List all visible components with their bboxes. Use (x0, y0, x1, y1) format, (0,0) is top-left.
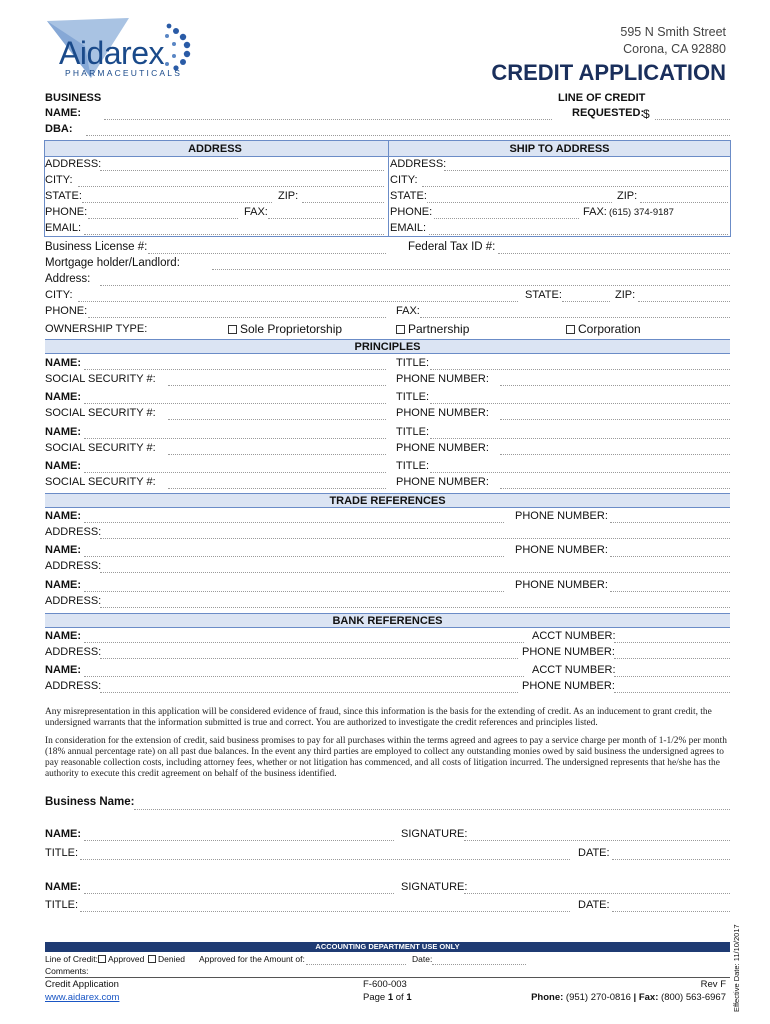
ship-email-label: EMAIL: (390, 222, 427, 234)
ownership-label: OWNERSHIP TYPE: (45, 323, 148, 335)
page-current: 1 (387, 992, 394, 1003)
signatory-name-field[interactable] (84, 893, 394, 894)
ship-phone-label: PHONE: (390, 206, 433, 218)
federal-tax-label: Federal Tax ID #: (408, 241, 496, 253)
sole-checkbox[interactable] (228, 325, 237, 334)
ownership-partnership-option[interactable] (396, 323, 469, 335)
mortgage-zip-field[interactable] (638, 301, 730, 302)
trade-phone-field[interactable] (610, 591, 730, 592)
principle-title-field[interactable] (430, 369, 730, 370)
trade-address-label: ADDRESS: (45, 595, 102, 607)
trade-phone-field[interactable] (610, 556, 730, 557)
footer-phone-label: Phone: (531, 992, 564, 1003)
bank-phone-label: PHONE NUMBER: (522, 680, 615, 692)
business-name-field[interactable] (104, 119, 552, 120)
fax-label: FAX: (244, 206, 268, 218)
ship-fax-value[interactable]: (615) 374-9187 (609, 207, 674, 218)
footer-phone-value: (951) 270-0816 (565, 992, 631, 1003)
signatory-date-field[interactable] (612, 859, 730, 860)
ship-email-field[interactable] (429, 234, 728, 235)
signatory-title-field[interactable] (80, 911, 570, 912)
email-label: EMAIL: (45, 222, 82, 234)
principle-phone-field[interactable] (500, 454, 730, 455)
logo-name: Aidarex (59, 35, 164, 71)
mortgage-address-field[interactable] (100, 285, 730, 286)
mortgage-phone-label: PHONE: (45, 305, 88, 317)
comments-label: Comments: (45, 966, 89, 976)
trade-phone-label: PHONE NUMBER: (515, 579, 608, 591)
footer-divider (45, 977, 730, 978)
footer-page-number (363, 993, 412, 1003)
denied-option[interactable] (148, 955, 185, 964)
address-box-right (730, 140, 731, 237)
signatory-name-label: NAME: (45, 881, 82, 893)
principle-phone-field[interactable] (500, 385, 730, 386)
ship-state-field[interactable] (427, 202, 612, 203)
sole-label: Sole Proprietorship (240, 322, 343, 336)
ship-address-field[interactable] (444, 170, 728, 171)
principle-phone-field[interactable] (500, 488, 730, 489)
signatory-name-label: NAME: (45, 828, 82, 840)
footer-fax-value: (800) 563-6967 (661, 992, 726, 1003)
dba-label: DBA: (45, 123, 73, 135)
bank-title: BANK REFERENCES (332, 615, 443, 627)
signatory-title-label: TITLE: (45, 847, 79, 859)
business-name-sign-field[interactable] (134, 809, 730, 810)
bank-address-field[interactable] (100, 692, 518, 693)
mortgage-fax-label: FAX: (396, 305, 420, 317)
bank-acct-field[interactable] (614, 642, 730, 643)
bank-name-field[interactable] (84, 642, 524, 643)
mortgage-fax-field[interactable] (420, 317, 730, 318)
principle-name-label: NAME: (45, 391, 82, 403)
city-label: CITY: (45, 174, 73, 186)
principle-title-label: TITLE: (396, 357, 430, 369)
signatory-title-label: TITLE: (45, 899, 79, 911)
denied-label: Denied (158, 954, 185, 964)
signature-field[interactable] (464, 840, 730, 841)
approved-amount-field[interactable] (306, 964, 406, 965)
principle-title-label: TITLE: (396, 460, 430, 472)
principle-name-label: NAME: (45, 426, 82, 438)
signatory-name-field[interactable] (84, 840, 394, 841)
trade-name-field[interactable] (84, 522, 504, 523)
bank-address-label: ADDRESS: (45, 646, 102, 658)
line-of-credit-label: LINE OF CREDIT (558, 92, 646, 104)
approved-label: Approved (108, 954, 145, 964)
bank-acct-field[interactable] (614, 676, 730, 677)
address-section-title: ADDRESS (188, 143, 242, 155)
trade-phone-label: PHONE NUMBER: (515, 544, 608, 556)
line-of-credit-label: Line of Credit: (45, 954, 98, 964)
footer-revision: Rev F (700, 979, 726, 990)
principle-name-field[interactable] (84, 403, 386, 404)
principle-phone-field[interactable] (500, 419, 730, 420)
bank-acct-label: ACCT NUMBER: (532, 630, 616, 642)
terms-paragraph-1: Any misrepresentation in this application will be considered evidence of fraud, since this information is the basis for the extending of credit. As an inducement to grant credit, the undersigned warrants that the information submitted is true and correct. You are authorized to investigate the credit references and principles listed. (45, 707, 712, 728)
mortgage-city-label: CITY: (45, 289, 73, 301)
ship-city-label: CITY: (390, 174, 418, 186)
trade-title: TRADE REFERENCES (329, 495, 446, 507)
ownership-corporation-option[interactable] (566, 323, 641, 335)
trade-address-field[interactable] (100, 538, 730, 539)
principle-title-field[interactable] (430, 472, 730, 473)
credit-amount-field[interactable] (655, 119, 730, 120)
bank-name-field[interactable] (84, 676, 524, 677)
principle-title-label: TITLE: (396, 426, 430, 438)
bank-acct-label: ACCT NUMBER: (532, 664, 616, 676)
principles-title: PRINCIPLES (354, 341, 421, 353)
signatory-date-field[interactable] (612, 911, 730, 912)
business-label: BUSINESS (45, 92, 102, 104)
signature-field[interactable] (464, 893, 730, 894)
principle-phone-label: PHONE NUMBER: (396, 442, 489, 454)
state-field[interactable] (82, 202, 272, 203)
logo-subtitle: PHARMACEUTICALS (65, 68, 183, 78)
signatory-title-field[interactable] (80, 859, 570, 860)
footer-website-link[interactable]: www.aidarex.com (45, 992, 120, 1003)
email-field[interactable] (84, 234, 384, 235)
signatory-date-label: DATE: (578, 847, 610, 859)
bank-name-label: NAME: (45, 630, 82, 642)
trade-name-label: NAME: (45, 579, 82, 591)
effective-date: Effective Date: 11/10/2017 (732, 924, 741, 1012)
mortgage-zip-label: ZIP: (615, 289, 636, 301)
mortgage-label: Mortgage holder/Landlord: (45, 257, 180, 269)
partnership-label: Partnership (408, 322, 470, 336)
credit-requested-label: REQUESTED: (572, 107, 645, 119)
mortgage-address-label: Address: (45, 273, 91, 285)
principle-ssn-label: SOCIAL SECURITY #: (45, 407, 156, 419)
footer-contact (531, 993, 726, 1003)
principle-ssn-field[interactable] (168, 488, 386, 489)
trade-address-label: ADDRESS: (45, 560, 102, 572)
principle-ssn-field[interactable] (168, 385, 386, 386)
federal-tax-field[interactable] (498, 253, 730, 254)
principle-phone-label: PHONE NUMBER: (396, 476, 489, 488)
principle-name-field[interactable] (84, 472, 386, 473)
mortgage-state-field[interactable] (562, 301, 610, 302)
principle-ssn-field[interactable] (168, 454, 386, 455)
company-address-line2: Corona, CA 92880 (623, 42, 726, 56)
accounting-date-field[interactable] (432, 964, 526, 965)
principle-ssn-label: SOCIAL SECURITY #: (45, 442, 156, 454)
signatory-date-label: DATE: (578, 899, 610, 911)
business-name-sign-label: Business Name: (45, 796, 135, 808)
ship-city-field[interactable] (422, 186, 728, 187)
principle-name-field[interactable] (84, 438, 386, 439)
trade-name-field[interactable] (84, 591, 504, 592)
principle-title-label: TITLE: (396, 391, 430, 403)
phone-field[interactable] (88, 218, 238, 219)
signature-label: SIGNATURE: (401, 881, 468, 893)
principle-title-field[interactable] (430, 403, 730, 404)
address-field[interactable] (100, 170, 384, 171)
ownership-sole-option[interactable] (228, 323, 342, 335)
state-label: STATE: (45, 190, 82, 202)
address-label: ADDRESS: (45, 158, 102, 170)
currency-symbol: $ (643, 107, 650, 121)
trade-address-label: ADDRESS: (45, 526, 102, 538)
principle-name-label: NAME: (45, 460, 82, 472)
business-license-label: Business License #: (45, 241, 148, 253)
footer-fax-label: Fax: (638, 992, 659, 1003)
footer-form-number: F-600-003 (363, 979, 407, 990)
address-divider (388, 140, 389, 237)
principle-phone-label: PHONE NUMBER: (396, 407, 489, 419)
bank-address-field[interactable] (100, 658, 518, 659)
page-prefix: Page (363, 992, 386, 1003)
zip-label: ZIP: (278, 190, 299, 202)
ship-phone-field[interactable] (434, 218, 579, 219)
footer-doc-name: Credit Application (45, 979, 119, 990)
mortgage-field[interactable] (212, 269, 730, 270)
approved-option[interactable] (98, 955, 144, 964)
principle-ssn-label: SOCIAL SECURITY #: (45, 373, 156, 385)
principle-title-field[interactable] (430, 438, 730, 439)
approved-checkbox[interactable] (98, 955, 106, 963)
dba-field[interactable] (86, 135, 730, 136)
ship-zip-field[interactable] (640, 202, 728, 203)
corporation-label: Corporation (578, 322, 641, 336)
mortgage-city-field[interactable] (78, 301, 518, 302)
trade-name-label: NAME: (45, 510, 82, 522)
bank-phone-field[interactable] (614, 658, 730, 659)
bank-address-label: ADDRESS: (45, 680, 102, 692)
principle-ssn-field[interactable] (168, 419, 386, 420)
city-field[interactable] (78, 186, 384, 187)
page-total: 1 (406, 992, 412, 1003)
ship-section-title: SHIP TO ADDRESS (509, 143, 610, 155)
company-address-line1: 595 N Smith Street (620, 25, 726, 39)
terms-paragraph-2: In consideration for the extension of credit, said business promises to pay for all purchases within the terms agreed and agrees to pay a service charge per month of 1-1/2% per month (18% annual percentage rate) on all past due balances. In the event any third parties are employed to collect any outstanding monies owed by said business the undersigned agrees to pay reasonable collection costs, including attorney fees, whether or not litigation has commenced, and all costs of litigation incurred. The undersigned represents that he/she has the authority to execute this credit agreement on behalf of the business identified. (45, 736, 727, 779)
address-box-bottom (44, 236, 731, 237)
ship-address-label: ADDRESS: (390, 158, 447, 170)
approved-amount-label: Approved for the Amount of: (199, 954, 305, 964)
partnership-checkbox[interactable] (396, 325, 405, 334)
ship-zip-label: ZIP: (617, 190, 638, 202)
company-logo (45, 18, 195, 84)
bank-name-label: NAME: (45, 664, 82, 676)
principle-ssn-label: SOCIAL SECURITY #: (45, 476, 156, 488)
denied-checkbox[interactable] (148, 955, 156, 963)
ship-state-label: STATE: (390, 190, 427, 202)
trade-name-field[interactable] (84, 556, 504, 557)
phone-label: PHONE: (45, 206, 88, 218)
trade-name-label: NAME: (45, 544, 82, 556)
page-of: of (395, 992, 404, 1003)
business-name-label: NAME: (45, 107, 82, 119)
principle-name-field[interactable] (84, 369, 386, 370)
bank-phone-field[interactable] (614, 692, 730, 693)
business-license-field[interactable] (148, 253, 386, 254)
mortgage-state-label: STATE: (525, 289, 562, 301)
trade-phone-field[interactable] (610, 522, 730, 523)
principle-name-label: NAME: (45, 357, 82, 369)
corporation-checkbox[interactable] (566, 325, 575, 334)
trade-address-field[interactable] (100, 607, 730, 608)
fax-field[interactable] (268, 218, 384, 219)
form-title: CREDIT APPLICATION (491, 60, 726, 85)
ship-fax-label: FAX: (583, 206, 607, 218)
trade-phone-label: PHONE NUMBER: (515, 510, 608, 522)
zip-field[interactable] (302, 202, 384, 203)
trade-address-field[interactable] (100, 572, 730, 573)
accounting-title: ACCOUNTING DEPARTMENT USE ONLY (315, 942, 460, 951)
footer-separator: | (633, 992, 637, 1003)
mortgage-phone-field[interactable] (88, 317, 386, 318)
signature-label: SIGNATURE: (401, 828, 468, 840)
principle-phone-label: PHONE NUMBER: (396, 373, 489, 385)
bank-phone-label: PHONE NUMBER: (522, 646, 615, 658)
accounting-date-label: Date: (412, 954, 433, 964)
